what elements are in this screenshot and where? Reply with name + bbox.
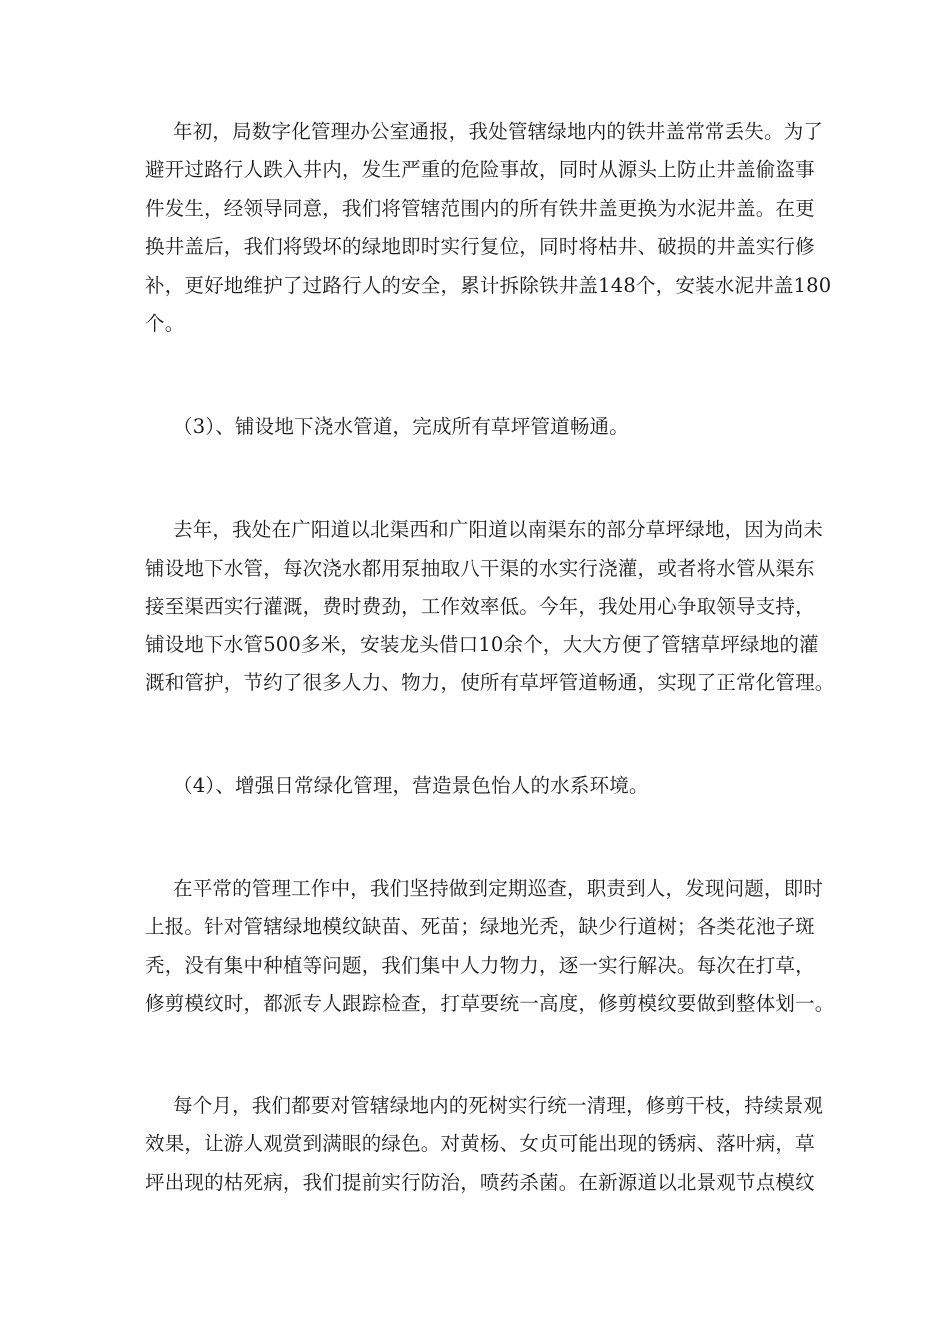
paragraph-line: 溉和管护，节约了很多人力、物力，使所有草坪管道畅通，实现了正常化管理。	[145, 671, 835, 694]
paragraph-line: 接至渠西实行灌溉，费时费劲，工作效率低。今年，我处用心争取领导支持，	[145, 595, 815, 618]
paragraph-line: 换井盖后，我们将毁坏的绿地即时实行复位，同时将枯井、破损的井盖实行修	[145, 235, 815, 258]
paragraph-line: 去年，我处在广阳道以北渠西和广阳道以南渠东的部分草坪绿地，因为尚未	[173, 518, 824, 541]
paragraph-line: 修剪模纹时，都派专人跟踪检查，打草要统一高度，修剪模纹要做到整体划一。	[145, 992, 835, 1015]
paragraph-line: 铺设地下水管，每次浇水都用泵抽取八干渠的水实行浇灌，或者将水管从渠东	[145, 557, 815, 580]
paragraph-line: 效果，让游人观赏到满眼的绿色。对黄杨、女贞可能出现的锈病、落叶病，草	[145, 1132, 815, 1155]
section-heading-3: （3）、铺设地下浇水管道，完成所有草坪管道畅通。	[173, 415, 629, 438]
paragraph-line: 每个月，我们都要对管辖绿地内的死树实行统一清理，修剪干枝，持续景观	[173, 1094, 824, 1117]
paragraph-line: 件发生，经领导同意，我们将管辖范围内的所有铁井盖更换为水泥井盖。在更	[145, 197, 815, 220]
paragraph-line: 秃，没有集中种植等问题，我们集中人力物力，逐一实行解决。每次在打草，	[145, 954, 815, 977]
paragraph-line: 铺设地下水管500多米，安装龙头借口10余个，大大方便了管辖草坪绿地的灌	[145, 633, 819, 656]
paragraph-line: 上报。针对管辖绿地模纹缺苗、死苗；绿地光秃，缺少行道树；各类花池子斑	[145, 915, 815, 938]
paragraph-line: 年初，局数字化管理办公室通报，我处管辖绿地内的铁井盖常常丢失。为了	[173, 120, 824, 143]
paragraph-line: 坪出现的枯死病，我们提前实行防治，喷药杀菌。在新源道以北景观节点模纹	[145, 1171, 815, 1194]
paragraph-line: 在平常的管理工作中，我们坚持做到定期巡查，职责到人，发现问题，即时	[173, 877, 824, 900]
section-heading-4: （4）、增强日常绿化管理，营造景色怡人的水系环境。	[173, 774, 649, 797]
paragraph-line: 个。	[145, 312, 185, 335]
paragraph-line: 避开过路行人跌入井内，发生严重的危险事故，同时从源头上防止井盖偷盗事	[145, 158, 815, 181]
paragraph-line: 补，更好地维护了过路行人的安全，累计拆除铁井盖148个，安装水泥井盖180	[145, 274, 832, 297]
